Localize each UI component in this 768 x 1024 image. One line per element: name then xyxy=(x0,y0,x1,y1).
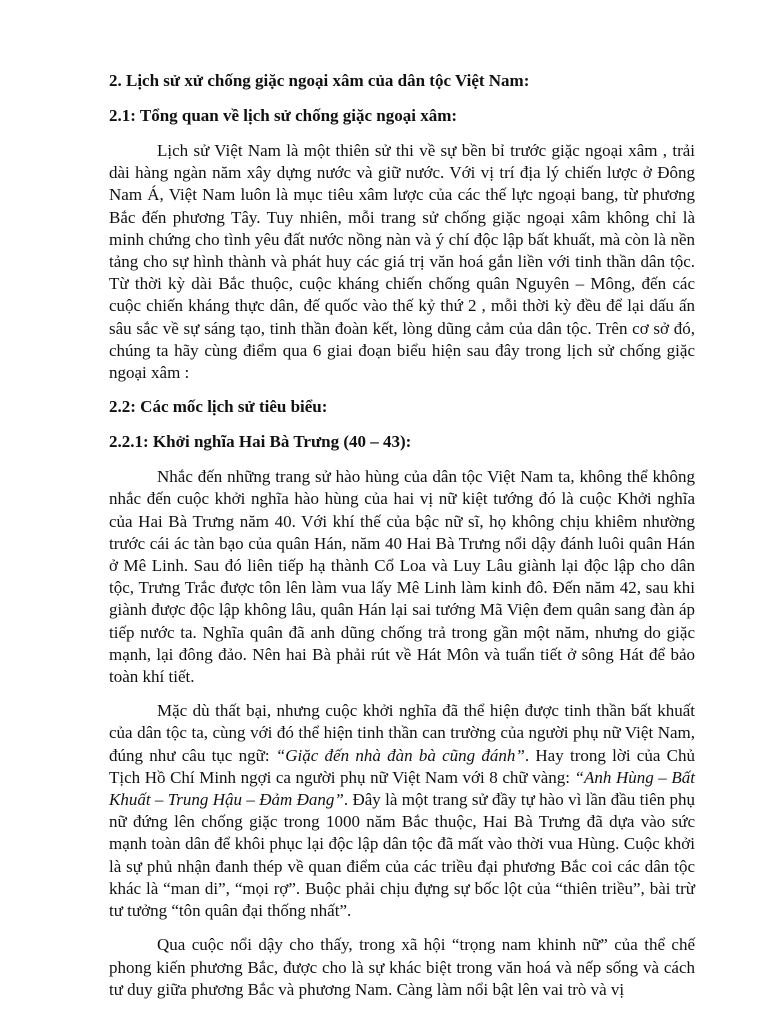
paragraph-conclusion: Qua cuộc nổi dậy cho thấy, trong xã hội “trọng nam khinh nữ” của thể chế phong kiến phương Bắc, được cho là sự khác biệt trong văn hoá và nếp sống và cách tư duy giữa phương Bắc và phương Nam. Càng làm nổi bật lên vai trò và vị xyxy=(109,935,695,999)
paragraph-significance-part-2: . Hay trong lời của Chủ Tịch Hồ Chí Minh ngợi ca người phụ nữ Việt Nam với 8 chữ vàng: xyxy=(109,745,695,787)
paragraph-significance-part-1: Mặc dù thất bại, nhưng cuộc khởi nghĩa đã thể hiện được tinh thần bất khuất của dân tộc ta, cùng với đó thể hiện tinh thần can trường của người phụ nữ Việt Nam, đúng như câu tục ngữ: xyxy=(109,701,695,765)
subsection-heading-2-1: 2.1: Tổng quan về lịch sử chống giặc ngoại xâm: xyxy=(109,106,458,125)
golden-words-quote: “Anh Hùng – Bất Khuất – Trung Hậu – Đảm Đang” xyxy=(109,767,695,810)
paragraph-significance xyxy=(109,700,695,922)
subsection-heading-2-2-1: 2.2.1: Khởi nghĩa Hai Bà Trưng (40 – 43): xyxy=(109,432,412,452)
section-heading-2: 2. Lịch sử xử chống giặc ngoại xâm của dân tộc Việt Nam: xyxy=(109,71,530,90)
paragraph-overview: Lịch sử Việt Nam là một thiên sử thi về sự bền bỉ trước giặc ngoại xâm , trải dài hàng ngàn năm xây dựng nước và giữ nước. Với vị trí địa lý chiến lược ở Đông Nam Á, Việt Nam luôn là mục tiêu xâm lược của các thế lực ngoại bang, từ phương Bắc đến phương Tây. Tuy nhiên, mỗi trang sử chống giặc ngoại xâm không chỉ là minh chứng cho tình yêu đất nước nồng nàn và ý chí độc lập bất khuất, mà còn là nền tảng cho sự hình thành và phát huy các giá trị văn hoá gắn liền với tinh thần dân tộc. Từ thời kỳ dài Bắc thuộc, cuộc kháng chiến chống quân Nguyên – Mông, đến các cuộc chiến kháng thực dân, đế quốc vào thế kỷ thứ 2 , mỗi thời kỳ đều để lại dấu ấn sâu sắc về sự sáng tạo, tinh thần đoàn kết, lòng dũng cảm của dân tộc. Trên cơ sở đó, chúng ta hãy cùng điểm qua 6 giai đoạn biểu hiện sau đây trong lịch sử chống giặc ngoại xâm : xyxy=(109,141,695,383)
subsection-heading-2-2: 2.2: Các mốc lịch sử tiêu biểu: xyxy=(109,397,328,417)
document-page xyxy=(109,60,695,1013)
proverb-quote: “Giặc đến nhà đàn bà cũng đánh” xyxy=(275,745,525,765)
paragraph-hai-ba-trung-uprising: Nhắc đến những trang sử hào hùng của dân tộc Việt Nam ta, không thể không nhắc đến cuộc khởi nghĩa hào hùng của hai vị nữ kiệt tướng đó là cuộc Khởi nghĩa của Hai Bà Trưng năm 40. Với khí thế của bậc nữ sĩ, họ không chịu khiêm nhường trước cái ác tàn bạo của quân Hán, năm 40 Hai Bà Trưng nổi dậy đánh luôi quân Hán ở Mê Linh. Sau đó liên tiếp hạ thành Cổ Loa và Luy Lâu giành lại độc lập cho dân tộc, Trưng Trắc được tôn lên làm vua lấy Mê Linh làm kinh đô. Đến năm 42, sau khi giành được độc lập không lâu, quân Hán lại sai tướng Mã Viện đem quân sang đàn áp tiếp nước ta. Nghĩa quân đã anh dũng chống trả trong gần một năm, nhưng do giặc mạnh, lại đông đảo. Nên hai Bà phải rút về Hát Môn và tuẩn tiết ở sông Hát để bảo toàn khí tiết. xyxy=(109,467,695,687)
paragraph-significance-part-3: . Đây là một trang sử đầy tự hào vì lần đầu tiên phụ nữ đứng lên chống giặc trong 1000 năm Bắc thuộc, Hai Bà Trưng đã dựa vào sức mạnh toàn dân để khôi phục lại độc lập dân tộc đã mất vào thời vua Hùng. Cuộc khởi là sự phủ nhận đanh thép về quan điểm của các triều đại phương Bắc coi các dân tộc khác là “man di”, “mọi rợ”. Buộc phải chịu đựng sự bốc lột của “thiên triều”, bài trừ tư tưởng “tôn quân đại thống nhất”. xyxy=(109,790,695,921)
